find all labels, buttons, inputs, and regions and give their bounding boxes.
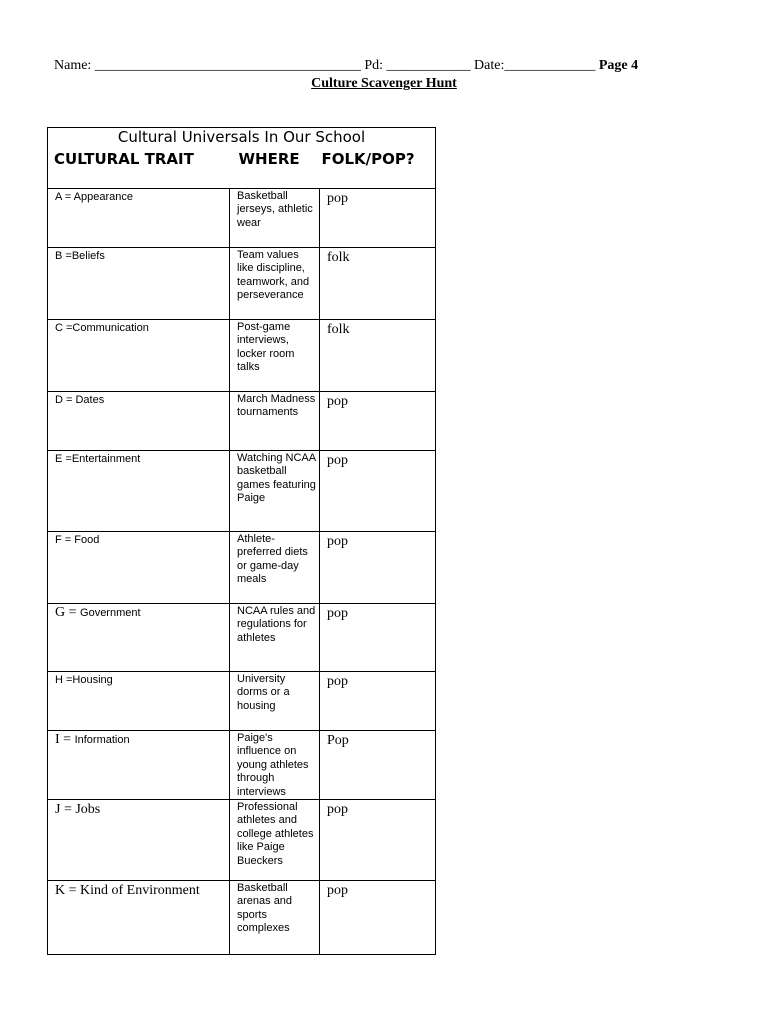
folkpop-cell: pop [320,800,436,881]
trait-word: Government [80,607,141,619]
folkpop-cell: Pop [320,731,436,800]
table-row [48,731,436,800]
where-cell: Post-game interviews, locker room talks [230,320,320,392]
where-cell: Paige's influence on young athletes through interviews [230,731,320,800]
where-cell: University dorms or a housing [230,672,320,731]
where-cell: Basketball arenas and sports complexes [230,881,320,955]
trait-word: Information [74,734,130,746]
table-caption: Cultural Universals In Our School [48,128,436,151]
name-field-label: Name: ______________________________________ [54,58,361,73]
table-row [48,881,436,955]
folkpop-cell: pop [320,392,436,451]
table-row [48,532,436,604]
document-title: Culture Scavenger Hunt [311,76,457,91]
table-row [48,604,436,672]
trait-cell: K = Kind of Environment [48,881,230,955]
table-row [48,189,436,248]
folkpop-cell: folk [320,320,436,392]
column-header-folkpop: FOLK/POP? [320,150,436,189]
trait-cell: C =Communication [48,320,230,392]
table-row [48,392,436,451]
trait-letter: G = [55,605,81,620]
trait-cell: B =Beliefs [48,248,230,320]
trait-cell: F = Food [48,532,230,604]
where-cell: NCAA rules and regulations for athletes [230,604,320,672]
column-header-where: WHERE [230,150,320,189]
folkpop-cell: pop [320,672,436,731]
trait-cell [48,731,230,800]
page-number: Page 4 [598,58,639,73]
column-header-trait: CULTURAL TRAIT [48,150,230,189]
table-row [48,800,436,881]
where-cell: Team values like discipline, teamwork, and perseverance [230,248,320,320]
trait-cell: J = Jobs [48,800,230,881]
worksheet-header [54,58,714,74]
period-field-label: Pd: ____________ [364,58,471,73]
trait-letter: I = [55,732,75,747]
where-cell: March Madness tournaments [230,392,320,451]
cultural-universals-table [47,127,436,955]
folkpop-cell: pop [320,604,436,672]
folkpop-cell: pop [320,532,436,604]
where-cell: Athlete-preferred diets or game-day meals [230,532,320,604]
trait-cell [48,604,230,672]
date-field-label: Date:_____________ [474,58,596,73]
trait-cell: A = Appearance [48,189,230,248]
trait-cell: D = Dates [48,392,230,451]
where-cell: Professional athletes and college athletes like Paige Bueckers [230,800,320,881]
where-cell: Watching NCAA basketball games featuring Paige [230,451,320,532]
folkpop-cell: pop [320,881,436,955]
trait-cell: H =Housing [48,672,230,731]
table-row [48,320,436,392]
trait-cell: E =Entertainment [48,451,230,532]
table-row [48,672,436,731]
table-row [48,451,436,532]
folkpop-cell: folk [320,248,436,320]
table-row [48,248,436,320]
where-cell: Basketball jerseys, athletic wear [230,189,320,248]
folkpop-cell: pop [320,189,436,248]
folkpop-cell: pop [320,451,436,532]
